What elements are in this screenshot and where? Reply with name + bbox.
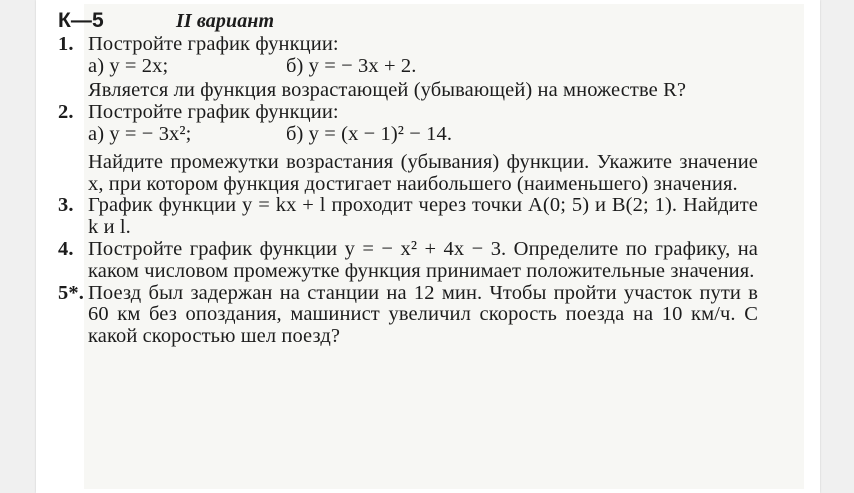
option-b: б) y = − 3x + 2.	[286, 54, 417, 77]
worksheet-header	[58, 10, 758, 33]
task-number: 4.	[58, 237, 74, 260]
worksheet	[58, 10, 758, 348]
variant-label: II вариант	[176, 10, 275, 32]
option-a: а) y = − 3x²;	[88, 122, 192, 145]
option-a: а) y = 2x;	[88, 54, 169, 77]
task-1	[58, 34, 758, 102]
task-3	[58, 195, 758, 239]
task-text: Поезд был задержан на станции на 12 мин. Чтобы пройти участок пути в 60 км без опоздания, машинист увеличил скорость поезда на 10 км/ч. С какой скоростью шел поезд?	[88, 281, 758, 348]
task-number: 1.	[58, 32, 74, 55]
task-options	[88, 124, 758, 146]
test-code: К—5	[58, 9, 104, 32]
task-number: 2.	[58, 101, 74, 124]
task-text: Постройте график функции y = − x² + 4x − 3. Определите по графику, на каком числовом промежутке функция принимает положительные значения.	[88, 237, 758, 282]
task-options	[88, 56, 758, 78]
task-intro: Постройте график функции:	[88, 32, 339, 55]
task-number: 3.	[58, 194, 74, 217]
task-5	[58, 283, 758, 348]
task-4	[58, 239, 758, 283]
task-question: Является ли функция возрастающей (убывающей) на множестве R?	[88, 79, 687, 102]
option-b: б) y = (x − 1)² − 14.	[286, 122, 453, 145]
task-number: 5*.	[58, 281, 84, 304]
task-2	[58, 102, 758, 195]
task-intro: Постройте график функции:	[88, 101, 339, 124]
task-question: Найдите промежутки возрастания (убывания) функции. Укажите значение x, при котором функция достигает наибольшего (наименьшего) значения.	[88, 150, 758, 195]
task-text: График функции y = kx + l проходит через точки A(0; 5) и B(2; 1). Найдите k и l.	[88, 194, 758, 239]
